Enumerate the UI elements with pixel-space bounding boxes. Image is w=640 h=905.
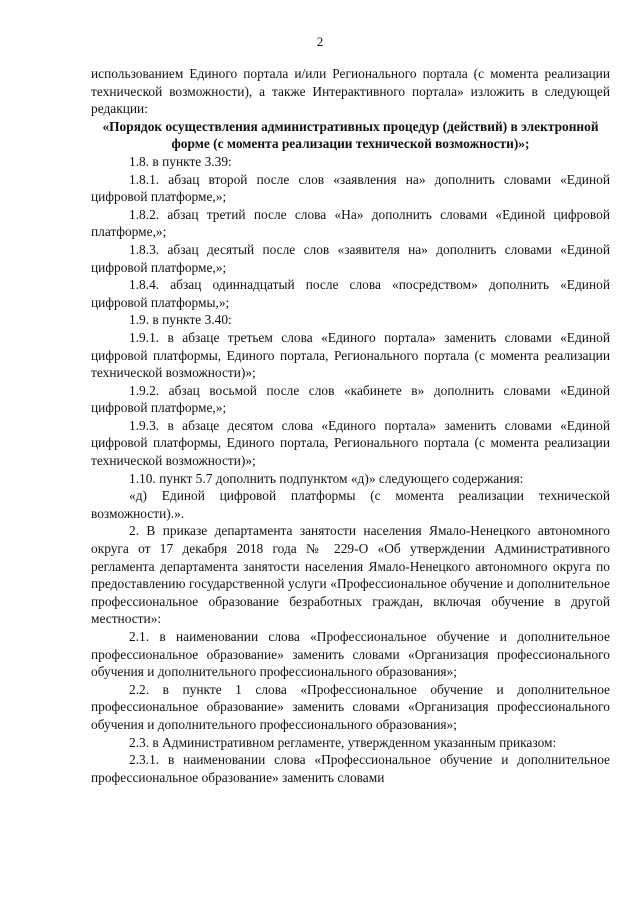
- clause-1-10-text: «д) Единой цифровой платформы (с момента реализации технической возможности).».: [91, 488, 610, 521]
- clause-1-8-3: 1.8.3. абзац десятый после слов «заявителя на» дополнить словами «Единой цифровой платформе,»;: [91, 241, 610, 275]
- clause-2-1: 2.1. в наименовании слова «Профессиональное обучение и дополнительное профессиональное образование» заменить словами «Организация профессионального обучения и дополнительного профессионального образования»;: [91, 629, 610, 680]
- clause-2-3: 2.3. в Административном регламенте, утвержденном указанным приказом:: [129, 734, 557, 750]
- document-body: [91, 65, 610, 786]
- clause-1-8-2: 1.8.2. абзац третий после слова «На» дополнить словами «Единой цифровой платформе,»;: [91, 206, 610, 240]
- clause-2: 2. В приказе департамента занятости населения Ямало-Ненецкого автономного округа от 17 декабря 2018 года № 229-О «Об утверждении Административного регламента департамента занятости населения Ямало-Ненецкого автономного округа по предоставлению государственной услуги «Профессиональное обучение и дополнительное профессиональное образование безработных граждан, включая обучение в другой местности»:: [91, 523, 610, 627]
- clause-1-9-2: 1.9.2. абзац восьмой после слов «кабинете в» дополнить словами «Единой цифровой платформе,»;: [91, 382, 610, 416]
- clause-1-9-1: 1.9.1. в абзаце третьем слова «Единого портала» заменить словами «Единой цифровой платформы, Единого портала, Регионального портала (с момента реализации технической возможности)»;: [91, 329, 610, 381]
- clause-1-8: 1.8. в пункте 3.39:: [129, 153, 232, 169]
- page-number: 2: [316, 34, 324, 49]
- clause-1-10: 1.10. пункт 5.7 дополнить подпунктом «д)» следующего содержания:: [129, 470, 524, 486]
- clause-2-3-1: 2.3.1. в наименовании слова «Профессиональное обучение и дополнительное профессиональное образование» заменить словами: [91, 752, 610, 785]
- clause-1-8-1: 1.8.1. абзац второй после слов «заявления на» дополнить словами «Единой цифровой платформе,»;: [91, 171, 610, 205]
- clause-1-9: 1.9. в пункте 3.40:: [129, 312, 232, 328]
- paragraph-continuation: использованием Единого портала и/или Регионального портала (с момента реализации технической возможности), а также Интерактивного портала» изложить в следующей редакции:: [91, 66, 610, 117]
- clause-1-9-3: 1.9.3. в абзаце десятом слова «Единого портала» заменить словами «Единой цифровой платформы, Единого портала, Регионального портала (с момента реализации технической возможности)»;: [91, 417, 610, 469]
- section-heading: «Порядок осуществления административных процедур (действий) в электронной форме (с момента реализации технической возможности)»;: [102, 118, 599, 152]
- clause-1-8-4: 1.8.4. абзац одиннадцатый после слова «посредством» дополнить «Единой цифровой платформы,»;: [91, 277, 610, 310]
- clause-2-2: 2.2. в пункте 1 слова «Профессиональное обучение и дополнительное профессиональное образование» заменить словами «Организация профессионального обучения и дополнительного профессионального образования»;: [91, 681, 610, 732]
